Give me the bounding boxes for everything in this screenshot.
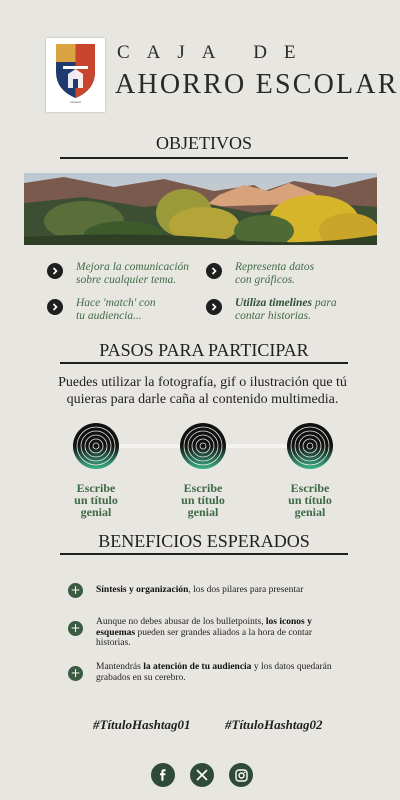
tree-ring-icon [179, 422, 227, 470]
step-label: Escribe un título genial [288, 481, 332, 519]
step-label: Escribe un título genial [181, 481, 225, 519]
section-divider [60, 157, 348, 159]
objective-text: Hace 'match' con tu audiencia... [76, 297, 156, 322]
section-title-objetivos: OBJETIVOS [155, 133, 252, 153]
arrow-right-icon [47, 263, 63, 279]
school-logo: ▪▪▪▪▪▪▪▪▪▪ [46, 38, 105, 112]
section-divider [60, 362, 348, 364]
plus-icon: + [68, 583, 83, 598]
tree-ring-icon [286, 422, 334, 470]
hashtag: #TítuloHashtag02 [225, 717, 323, 732]
objective-item [206, 261, 314, 287]
section-title-pasos: PASOS PARA PARTICIPAR [99, 340, 309, 360]
facebook-icon[interactable] [151, 763, 175, 787]
objective-text: Representa datos con gráficos. [235, 261, 315, 286]
instagram-icon[interactable] [229, 763, 253, 787]
objective-item [206, 297, 337, 323]
benefit-text: Mantendrás la atención de tu audiencia y los datos quedarán grabados en su cerebro. [96, 662, 332, 683]
arrow-right-icon [206, 299, 222, 315]
plus-icon: + [68, 666, 83, 681]
objective-text: Utiliza timelines para contar historias. [235, 297, 337, 322]
arrow-right-icon [47, 299, 63, 315]
benefit-text: Aunque no debes abusar de los bulletpoints, los iconos y esquemas pueden ser grandes aliados a la hora de contar historias. [96, 617, 313, 648]
title-line-2: AHORRO ESCOLAR [115, 69, 399, 100]
hashtag: #TítuloHashtag01 [93, 717, 191, 732]
tree-ring-icon [72, 422, 120, 470]
section-title-beneficios: BENEFICIOS ESPERADOS [98, 531, 310, 551]
objective-item [47, 297, 156, 323]
step-label: Escribe un título genial [74, 481, 118, 519]
objective-text: Mejora la comunicación sobre cualquier tema. [76, 261, 190, 286]
benefit-text: Síntesis y organización, los dos pilares para presentar [96, 585, 304, 595]
landscape-image [24, 173, 377, 245]
x-icon[interactable] [190, 763, 214, 787]
plus-icon: + [68, 621, 83, 636]
title-line-1: CAJA DE [117, 42, 313, 63]
section-divider [60, 553, 348, 555]
intro-text: Puedes utilizar la fotografía, gif o ilustración que tú quieras para darle caña al contenido multimedia. [58, 375, 347, 407]
objective-item [47, 261, 189, 287]
arrow-right-icon [206, 263, 222, 279]
shield-logo-icon [54, 42, 97, 100]
